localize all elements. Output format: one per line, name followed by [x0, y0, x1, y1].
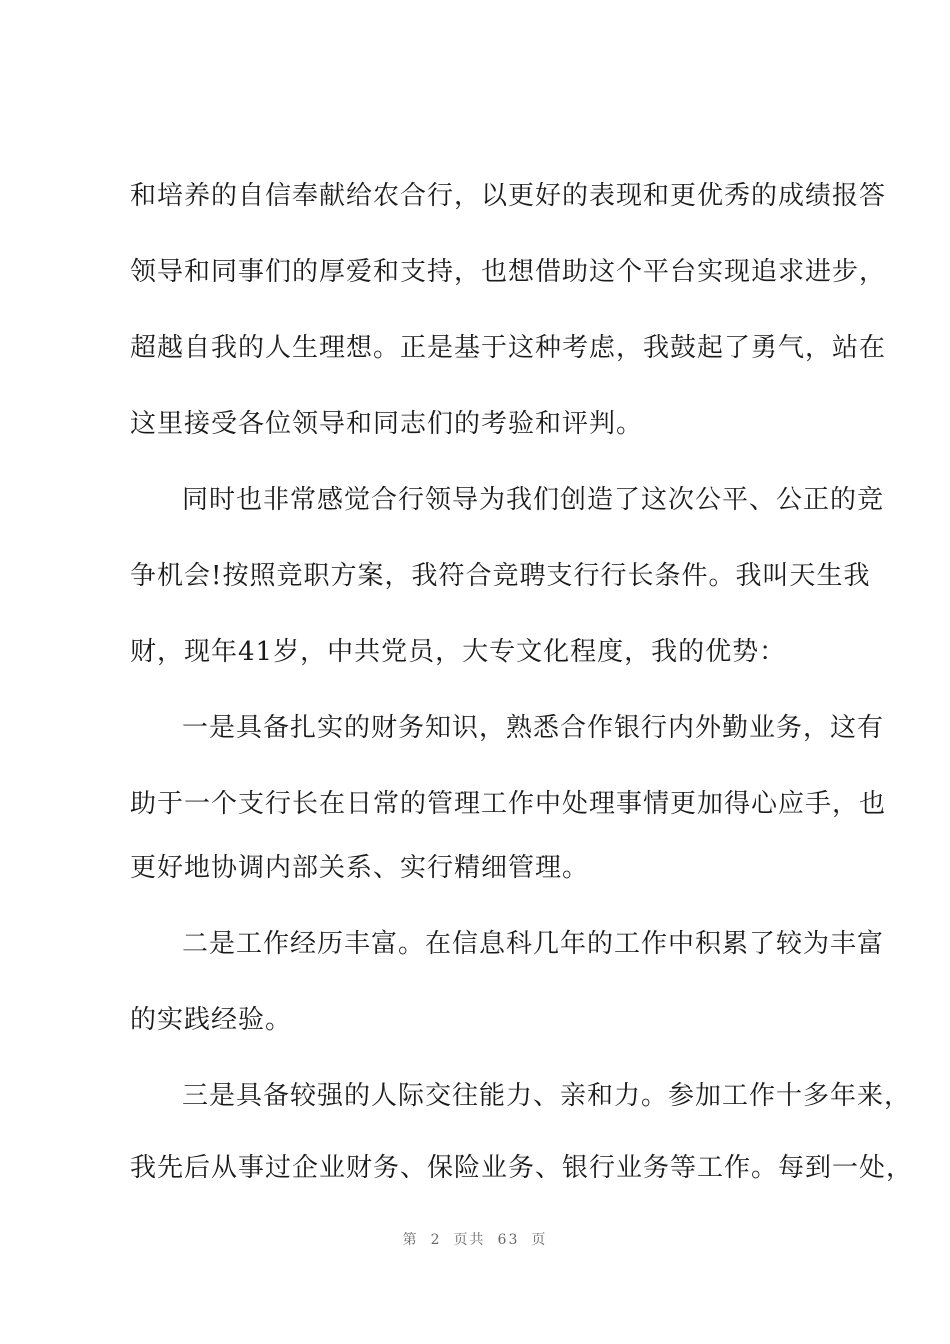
text-line: 助于一个支行长在日常的管理工作中处理事情更加得心应手，也: [130, 789, 887, 819]
text-line: 三是具备较强的人际交往能力、亲和力。参加工作十多年来，: [182, 1081, 912, 1111]
text-line: 这里接受各位领导和同志们的考验和评判。: [130, 409, 644, 439]
footer-suffix: 页: [531, 1232, 548, 1248]
footer-page-number: 2: [430, 1232, 442, 1248]
text-line: 的实践经验。: [130, 1005, 293, 1035]
text-line: 财，现年41岁，中共党员，大专文化程度，我的优势：: [130, 637, 787, 667]
footer-total-pages: 63: [497, 1232, 520, 1248]
text-line: 争机会!按照竞职方案，我符合竞聘支行行长条件。我叫天生我: [130, 561, 871, 591]
text-line: 一是具备扎实的财务知识，熟悉合作银行内外勤业务，这有: [182, 713, 885, 743]
page-footer: [0, 1229, 950, 1249]
text-line: 同时也非常感觉合行领导为我们创造了这次公平、公正的竞: [182, 485, 885, 515]
text-line: 二是工作经历丰富。在信息科几年的工作中积累了较为丰富: [182, 929, 885, 959]
footer-middle: 页共: [453, 1232, 486, 1248]
text-line: 和培养的自信奉献给农合行，以更好的表现和更优秀的成绩报答: [130, 181, 887, 211]
footer-prefix: 第: [402, 1232, 419, 1248]
text-line: 更好地协调内部关系、实行精细管理。: [130, 853, 590, 883]
text-line: 领导和同事们的厚爱和支持，也想借助这个平台实现追求进步，: [130, 257, 887, 287]
text-line: 我先后从事过企业财务、保险业务、银行业务等工作。每到一处，: [130, 1153, 914, 1183]
text-line: 超越自我的人生理想。正是基于这种考虑，我鼓起了勇气，站在: [130, 333, 887, 363]
